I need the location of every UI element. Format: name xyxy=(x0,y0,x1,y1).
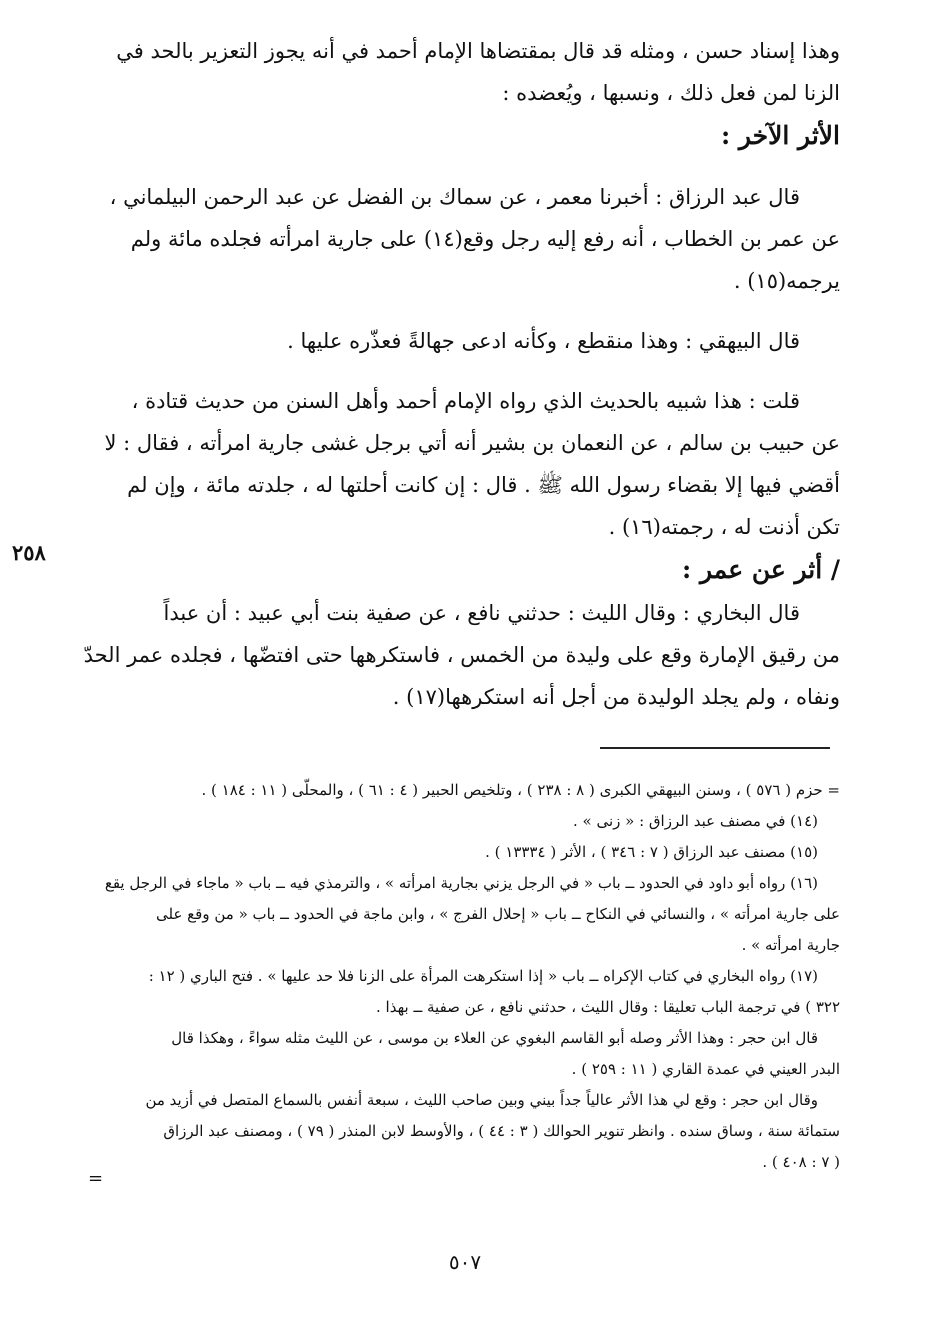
section-heading-athar-umar: / أثر عن عمر : xyxy=(682,555,840,584)
paragraph-qultu: قلت : هذا شبيه بالحديث الذي رواه الإمام أحمد وأهل السنن من حديث قتادة ، xyxy=(131,389,800,413)
paragraph-bayhaqi: قال البيهقي : وهذا منقطع ، وكأنه ادعى جهالةً فعذّره عليها . xyxy=(287,329,800,353)
margin-manuscript-folio: ٢٥٨ xyxy=(12,540,46,565)
paragraph-bukhari: ونفاه ، ولم يجلد الوليدة من أجل أنه استكرهها(١٧) . xyxy=(392,685,840,709)
paragraph-abdurrazzaq: قال عبد الرزاق : أخبرنا معمر ، عن سماك بن الفضل عن عبد الرحمن البيلماني ، xyxy=(109,185,800,209)
main-text xyxy=(70,30,840,718)
intro-line: وهذا إسناد حسن ، ومثله قد قال بمقتضاها الإمام أحمد في أنه يجوز التعزير بالحد في xyxy=(116,39,840,63)
intro-line: الزنا لمن فعل ذلك ، ونسبها ، ويُعضده : xyxy=(502,81,840,105)
page-number: ٥٠٧ xyxy=(448,1250,482,1274)
footnote-17: ٣٢٢ ) في ترجمة الباب تعليقا : وقال الليث ، حدثني نافع ، عن صفية ــ بهذا . xyxy=(376,998,840,1016)
footnote-16: على جارية امرأته » ، والنسائي في النكاح ــ باب « إحلال الفرج » ، وابن ماجة في الحدود ــ باب « من وقع على xyxy=(156,905,840,923)
paragraph-qultu: تكن أذنت له ، رجمته(١٦) . xyxy=(608,515,840,539)
paragraph-bukhari: قال البخاري : وقال الليث : حدثني نافع ، عن صفية بنت أبي عبيد : أن عبداً xyxy=(163,601,800,625)
paragraph-abdurrazzaq: عن عمر بن الخطاب ، أنه رفع إليه رجل وقع(١٤) على جارية امرأته فجلده مائة ولم xyxy=(130,227,840,251)
footnote-16: جارية امرأته » . xyxy=(741,936,840,954)
paragraph-qultu: عن حبيب بن سالم ، عن النعمان بن بشير أنه أتي برجل غشى جارية امرأته ، فقال : لا xyxy=(104,431,840,455)
section-heading-athar-akhar: الأثر الآخر : xyxy=(720,121,840,150)
footnote-17: ( ٧ : ٤٠٨ ) . xyxy=(762,1153,840,1171)
paragraph-qultu: أقضي فيها إلا بقضاء رسول الله ﷺ . قال : إن كانت أحلتها له ، جلدته مائة ، وإن لم xyxy=(127,473,840,497)
footnote-14: (١٤) في مصنف عبد الرزاق : « زنى » . xyxy=(572,812,818,830)
footnote-17: البدر العيني في عمدة القاري ( ١١ : ٢٥٩ ) . xyxy=(571,1060,840,1078)
footnote-separator xyxy=(600,747,830,749)
paragraph-bukhari: من رقيق الإمارة وقع على وليدة من الخمس ، فاستكرهها حتى افتضّها ، فجلده عمر الحدّ xyxy=(83,643,840,667)
paragraph-abdurrazzaq: يرجمه(١٥) . xyxy=(733,269,840,293)
footnote-17: (١٧) رواه البخاري في كتاب الإكراه ــ باب « إذا استكرهت المرأة على الزنا فلا حد عليها » . فتح الباري ( ١٢ : xyxy=(148,967,818,985)
footnotes xyxy=(85,775,840,1178)
footnote-continuation: = حزم ( ٥٧٦ ) ، وسنن البيهقي الكبرى ( ٨ : ٢٣٨ ) ، وتلخيص الحبير ( ٤ : ٦١ ) ، والمحلّى ( ١١ : ١٨٤ ) . xyxy=(201,781,840,799)
footnote-16: (١٦) رواه أبو داود في الحدود ــ باب « في الرجل يزني بجارية امرأته » ، والترمذي فيه ــ باب « ماجاء في الرجل يقع xyxy=(104,874,818,892)
footnote-17: ستمائة سنة ، وساق سنده . وانظر تنوير الحوالك ( ٣ : ٤٤ ) ، والأوسط لابن المنذر ( ٧٩ ) ، ومصنف عبد الرزاق xyxy=(163,1122,840,1140)
continuation-mark: = xyxy=(88,1168,104,1189)
footnote-15: (١٥) مصنف عبد الرزاق ( ٧ : ٣٤٦ ) ، الأثر ( ١٣٣٣٤ ) . xyxy=(485,843,818,861)
footnote-17: قال ابن حجر : وهذا الأثر وصله أبو القاسم البغوي عن العلاء بن موسى ، عن الليث مثله سواءً ، وهكذا قال xyxy=(171,1029,818,1047)
footnote-17: وقال ابن حجر : وقع لي هذا الأثر عالياً جداً بيني وبين صاحب الليث ، سبعة أنفس بالسماع المتصل في أزيد من xyxy=(145,1091,818,1109)
